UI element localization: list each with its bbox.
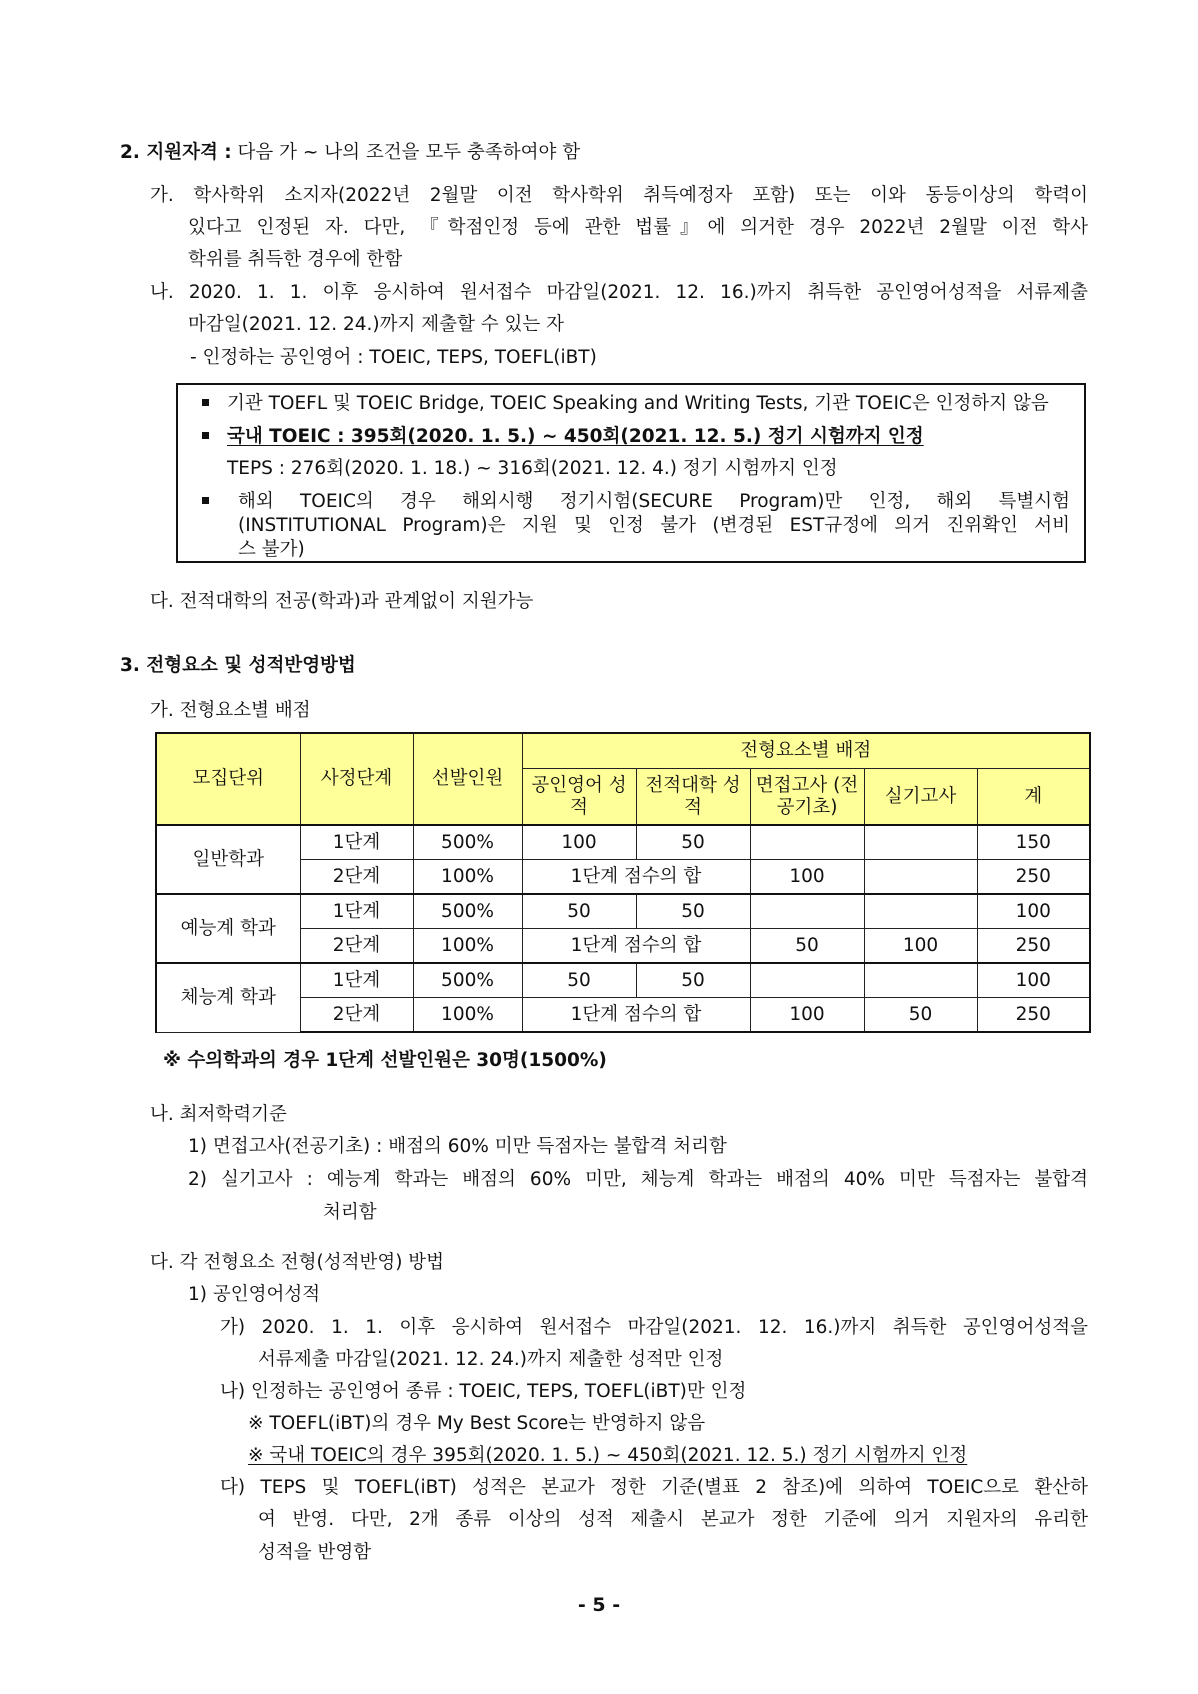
merged-score-cell: 1단계 점수의 합 [522, 998, 750, 1033]
box-item2b: TEPS : 276회(2020. 1. 18.) ~ 316회(2021. 12. 4.) 정기 시험까지 인정 [227, 458, 838, 479]
quota-cell: 500% [413, 963, 522, 998]
section3-na-2-line2: 처리함 [323, 1202, 377, 1223]
section3-da-da-line2: 여 반영. 다만, 2개 종류 이상의 성적 제출시 본교가 정한 기준에 의거 지원자의 유리한 [258, 1509, 1088, 1530]
section3-da-1: 1) 공인영어성적 [188, 1284, 321, 1305]
unit-name: 예능계 학과 [156, 894, 300, 963]
section2-heading-rest: 다음 가 ~ 나의 조건을 모두 충족하여야 함 [231, 142, 581, 163]
section3-da-na: 나) 인정하는 공인영어 종류 : TOEIC, TEPS, TOEFL(iBT)만 인정 [220, 1381, 747, 1402]
header-unit: 모집단위 [156, 733, 300, 825]
section3-na-label: 나. 최저학력기준 [150, 1104, 287, 1125]
stage-cell: 2단계 [300, 998, 413, 1033]
quota-cell: 500% [413, 825, 522, 860]
header-prev-college: 전적대학 성적 [636, 769, 750, 826]
quota-cell: 100% [413, 860, 522, 895]
bullet-square-icon [202, 432, 209, 439]
unit-name: 체능계 학과 [156, 963, 300, 1032]
section2-ga-line2: 있다고 인정된 자. 다만, 『학점인정 등에 관한 법률』에 의거한 경우 2022년 2월말 이전 학사 [188, 217, 1088, 238]
section2-ga-line3: 학위를 취득한 경우에 한함 [188, 249, 403, 270]
english-cell: 50 [522, 894, 636, 929]
veterinary-note: ※ 수의학과의 경우 1단계 선발인원은 30명(1500%) [163, 1050, 607, 1071]
header-quota: 선발인원 [413, 733, 522, 825]
section2-heading [120, 140, 580, 166]
stage-cell: 1단계 [300, 963, 413, 998]
header-interview: 면접고사 (전공기초) [750, 769, 864, 826]
bullet-square-icon [202, 399, 209, 406]
section3-da-da-line1: 다) TEPS 및 TOEFL(iBT) 성적은 본교가 정한 기준(별표 2 참조)에 의하여 TOEIC으로 환산하 [220, 1477, 1088, 1498]
section2-heading-bold: 2. 지원자격 : [120, 142, 232, 163]
english-cell: 100 [522, 825, 636, 860]
section3-da-ga-line2: 서류제출 마감일(2021. 12. 24.)까지 제출한 성적만 인정 [258, 1349, 724, 1370]
practical-cell: 50 [864, 998, 977, 1033]
interview-cell: 100 [750, 860, 864, 895]
section3-da-da-line3: 성적을 반영함 [258, 1542, 372, 1563]
header-practical: 실기고사 [864, 769, 977, 826]
total-cell: 150 [977, 825, 1090, 860]
bullet-square-icon [202, 497, 209, 504]
total-cell: 250 [977, 860, 1090, 895]
box-item3-line2: (INSTITUTIONAL Program)은 지원 및 인정 불가 (변경된 EST규정에 의거 진위확인 서비 [238, 515, 1070, 536]
header-group: 전형요소별 배점 [522, 733, 1090, 769]
practical-cell [864, 825, 977, 860]
header-english: 공인영어 성적 [522, 769, 636, 826]
quota-cell: 100% [413, 929, 522, 964]
section2-ga-line1: 가. 학사학위 소지자(2022년 2월말 이전 학사학위 취득예정자 포함) 또는 이와 동등이상의 학력이 [150, 185, 1088, 206]
merged-score-cell: 1단계 점수의 합 [522, 929, 750, 964]
box-item1-text: 기관 TOEFL 및 TOEIC Bridge, TOEIC Speaking and Writing Tests, 기관 TOEIC은 인정하지 않음 [227, 393, 1049, 414]
section2-na-line3: - 인정하는 공인영어 : TOEIC, TEPS, TOEFL(iBT) [190, 347, 597, 368]
practical-cell: 100 [864, 929, 977, 964]
interview-cell [750, 963, 864, 998]
section3-da-label: 다. 각 전형요소 전형(성적반영) 방법 [150, 1252, 445, 1273]
section3-na-2-line1: 2) 실기고사 : 예능계 학과는 배점의 60% 미만, 체능계 학과는 배점의 40% 미만 득점자는 불합격 [188, 1169, 1088, 1190]
unit-name: 일반학과 [156, 825, 300, 894]
section3-ga-label: 가. 전형요소별 배점 [150, 700, 311, 721]
box-item2 [202, 424, 924, 450]
box-item2-text: 국내 TOEIC : 395회(2020. 1. 5.) ~ 450회(2021. 12. 5.) 정기 시험까지 인정 [227, 426, 924, 447]
prev-college-cell: 50 [636, 825, 750, 860]
stage-cell: 2단계 [300, 929, 413, 964]
section3-da-note1: ※ TOEFL(iBT)의 경우 My Best Score는 반영하지 않음 [248, 1413, 706, 1434]
total-cell: 250 [977, 998, 1090, 1033]
interview-cell: 100 [750, 998, 864, 1033]
header-total: 계 [977, 769, 1090, 826]
header-stage: 사정단계 [300, 733, 413, 825]
practical-cell [864, 860, 977, 895]
section2-na-line1: 나. 2020. 1. 1. 이후 응시하여 원서접수 마감일(2021. 12. 16.)까지 취득한 공인영어성적을 서류제출 [150, 282, 1088, 303]
english-cell: 50 [522, 963, 636, 998]
score-allocation-table [155, 732, 1091, 1033]
section3-na-1: 1) 면접고사(전공기초) : 배점의 60% 미만 득점자는 불합격 처리함 [188, 1136, 727, 1157]
total-cell: 100 [977, 894, 1090, 929]
quota-cell: 100% [413, 998, 522, 1033]
prev-college-cell: 50 [636, 963, 750, 998]
interview-cell: 50 [750, 929, 864, 964]
stage-cell: 1단계 [300, 894, 413, 929]
stage-cell: 2단계 [300, 860, 413, 895]
interview-cell [750, 825, 864, 860]
section3-da-note2: ※ 국내 TOEIC의 경우 395회(2020. 1. 5.) ~ 450회(2021. 12. 5.) 정기 시험까지 인정 [248, 1445, 968, 1466]
prev-college-cell: 50 [636, 894, 750, 929]
section3-heading: 3. 전형요소 및 성적반영방법 [120, 655, 356, 676]
section2-na-line2: 마감일(2021. 12. 24.)까지 제출할 수 있는 자 [188, 314, 564, 335]
stage-cell: 1단계 [300, 825, 413, 860]
table-row [156, 894, 1090, 929]
box-item1 [202, 391, 1049, 417]
page-number: - 5 - [577, 1594, 621, 1616]
practical-cell [864, 963, 977, 998]
section3-da-ga-line1: 가) 2020. 1. 1. 이후 응시하여 원서접수 마감일(2021. 12. 16.)까지 취득한 공인영어성적을 [220, 1317, 1088, 1338]
table-row [156, 825, 1090, 860]
quota-cell: 500% [413, 894, 522, 929]
section2-da-line: 다. 전적대학의 전공(학과)과 관계없이 지원가능 [150, 591, 534, 612]
total-cell: 100 [977, 963, 1090, 998]
practical-cell [864, 894, 977, 929]
interview-cell [750, 894, 864, 929]
merged-score-cell: 1단계 점수의 합 [522, 860, 750, 895]
box-item3-line1: 해외 TOEIC의 경우 해외시행 정기시험(SECURE Program)만 인정, 해외 특별시험 [238, 491, 1070, 512]
total-cell: 250 [977, 929, 1090, 964]
box-item3-line3: 스 불가) [238, 539, 305, 560]
table-row [156, 963, 1090, 998]
